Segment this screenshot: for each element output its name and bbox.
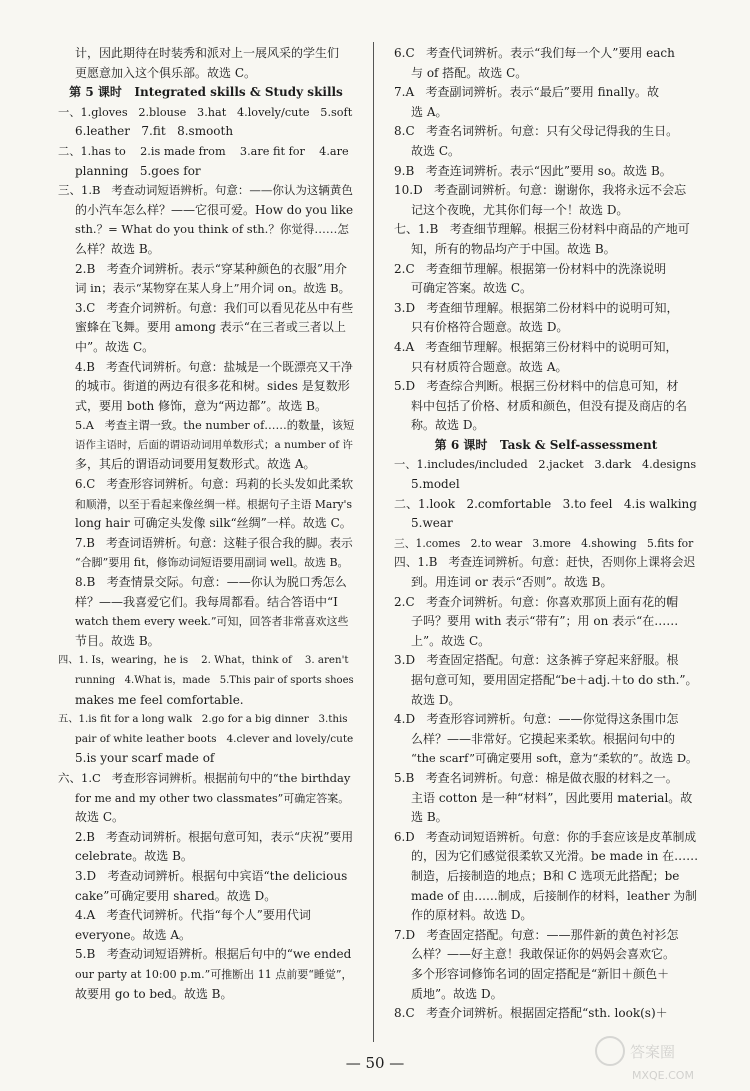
text-line: celebrate。故选 B。: [75, 849, 193, 864]
text-line: 料中包括了价格、材质和颜色，但没有提及商店的名: [411, 398, 688, 413]
watermark-line1: 答案圈: [630, 1043, 676, 1061]
text-line: 三、1.comes 2.to wear 3.more 4.showing 5.fits for: [394, 536, 694, 550]
text-line: pair of white leather boots 4.clever and lovely/cute: [75, 732, 354, 745]
text-line: 知，所有的物品均产于中国。故选 B。: [411, 241, 616, 256]
text-line: 制造，后接制造的地点；B和 C 选项无此搭配；be: [411, 868, 680, 883]
text-line: 故选 D。: [411, 692, 461, 707]
text-line: 5.B 考查动词短语辨析。根据后句中的“we ended: [75, 947, 352, 962]
text-line: 3.D 考查固定搭配。句意：这条裤子穿起来舒服。根: [394, 653, 679, 668]
text-line: watch them every week.”可知，回答者非常喜欢这些: [75, 615, 349, 629]
text-line: 词 in；表示“某物穿在某人身上”用介词 on。故选 B。: [75, 281, 351, 296]
text-line: 4.A 考查代词辨析。代指“每个人”要用代词: [75, 908, 311, 923]
text-line: everyone。故选 A。: [75, 927, 192, 942]
text-line: 6.D 考查动词短语辨析。句意：你的手套应该是皮革制成: [394, 829, 697, 844]
text-line: 只有材质符合题意。故选 A。: [411, 359, 568, 374]
text-line: running 4.What is，made 5.This pair of sports shoes: [75, 675, 354, 686]
section-heading: 第 5 课时 Integrated skills & Study skills: [69, 85, 343, 100]
text-line: 4.D 考查形容词辨析。句意：——你觉得这条围巾怎: [394, 712, 679, 727]
text-line: “合脚”要用 fit，修饰动词短语要用副词 well。故选 B。: [75, 556, 349, 570]
text-line: 5.model: [411, 477, 460, 492]
text-line: 7.A 考查副词辨析。表示“最后”要用 finally。故: [394, 85, 659, 100]
text-line: 与 of 搭配。故选 C。: [411, 65, 528, 80]
text-line: 6.C 考查形容词辨析。句意：玛莉的长头发如此柔软: [75, 477, 354, 492]
text-line: sth.？= What do you think of sth.？你觉得……怎: [75, 222, 349, 237]
text-line: 和顺滑，以至于看起来像丝绸一样。根据句子主语 Mary's: [75, 497, 353, 511]
text-line: 3.D 考查细节理解。根据第二份材料中的说明可知，: [394, 300, 679, 315]
text-line: 么样？故选 B。: [75, 241, 160, 256]
text-line: 5.A 考查主谓一致。the number of……的数量，该短: [75, 419, 354, 433]
text-line: 一、1.includes/included 2.jacket 3.dark 4.designs: [394, 458, 697, 472]
text-line: 5.D 考查综合判断。根据三份材料中的信息可知，材: [394, 379, 679, 394]
text-line: 8.C 考查名词辨析。句意：只有父母记得我的生日。: [394, 124, 679, 139]
text-line: 一、1.gloves 2.blouse 3.hat 4.lovely/cute 5.soft: [58, 105, 353, 119]
text-line: 选 B。: [411, 810, 448, 825]
text-line: 的，因为它们感觉很柔软又光滑。be made in 在……: [411, 849, 698, 864]
section-heading: 第 6 课时 Task & Self-assessment: [434, 437, 658, 452]
watermark-line2: MXQE.COM: [632, 1069, 694, 1082]
text-line: 二、1.has to 2.is made from 3.are fit for 4.are: [58, 144, 349, 158]
text-line: 七、1.B 考查细节理解。根据三份材料中商品的产地可: [394, 222, 690, 237]
text-line: 选 A。: [411, 104, 448, 119]
text-line: 5.B 考查名词辨析。句意：棉是做衣服的材料之一。: [394, 770, 678, 785]
text-line: 4.B 考查代词辨析。句意：盐城是一个既漂亮又干净: [75, 359, 353, 374]
text-line: 多个形容词修饰名词的固定搭配是“新旧＋颜色＋: [411, 966, 670, 981]
text-line: 节目。故选 B。: [75, 633, 160, 648]
text-line: 的小汽车怎么样？——它很可爱。How do you like: [75, 202, 354, 217]
text-line: 10.D 考查副词辨析。句意：谢谢你，我将永远不会忘: [394, 183, 687, 198]
text-line: 五、1.is fit for a long walk 2.go for a big dinner 3.this: [58, 713, 348, 726]
text-line: made of 由……制成，后接制作的材料，leather 为制: [411, 888, 697, 903]
text-line: 故要用 go to bed。故选 B。: [75, 986, 233, 1001]
text-line: 5.is your scarf made of: [75, 751, 215, 766]
text-line: 更愿意加入这个俱乐部。故选 C。: [75, 65, 256, 80]
text-line: 四、1.B 考查连词辨析。句意：赶快，否则你上课将会迟: [394, 555, 696, 570]
text-line: 7.D 考查固定搭配。句意：——那件新的黄色衬衫怎: [394, 927, 679, 942]
text-line: 六、1.C 考查形容词辨析。根据前句中的“the birthday: [58, 770, 351, 785]
text-line: 计，因此期待在时装秀和派对上一展风采的学生们: [75, 46, 340, 60]
text-line: 5.wear: [411, 516, 453, 531]
column-divider: [373, 42, 374, 1042]
text-line: 质地”。故选 D。: [411, 986, 503, 1001]
text-line: 三、1.B 考查动词短语辨析。句意：——你认为这辆黄色: [58, 183, 353, 198]
text-line: 二、1.look 2.comfortable 3.to feel 4.is walking: [394, 496, 697, 511]
text-line: 8.C 考查介词辨析。根据固定搭配“sth. look(s)＋: [394, 1006, 668, 1021]
text-line: cake”可确定要用 shared。故选 D。: [75, 888, 277, 903]
text-line: 上”。故选 C。: [411, 633, 491, 648]
text-line: 的城市。街道的两边有很多花和树。sides 是复数形: [75, 379, 350, 394]
text-line: 主语 cotton 是一种“材料”，因此要用 material。故: [411, 790, 693, 805]
text-line: 3.D 考查动词辨析。根据句中宾语“the delicious: [75, 868, 348, 883]
text-line: 四、1. Is，wearing，he is 2. What，think of 3. aren't: [58, 654, 349, 667]
text-line: 到。用连词 or 表示“否则”。故选 B。: [411, 575, 613, 590]
text-line: 6.leather 7.fit 8.smooth: [75, 124, 234, 139]
text-line: 子吗？要用 with 表示“带有”；用 on 表示“在……: [411, 614, 679, 629]
text-line: 9.B 考查连词辨析。表示“因此”要用 so。故选 B。: [394, 163, 672, 178]
text-line: 4.A 考查细节理解。根据第三份材料中的说明可知，: [394, 339, 678, 354]
text-line: 么样？——好主意！我敢保证你的妈妈会喜欢它。: [411, 947, 676, 962]
text-line: 称。故选 D。: [411, 418, 485, 433]
text-line: 作的原材料。故选 D。: [411, 908, 533, 923]
text-line: 可确定答案。故选 C。: [411, 281, 532, 296]
text-line: 蜜蜂在飞舞。要用 among 表示“在三者或三者以上: [75, 320, 346, 335]
text-line: planning 5.goes for: [75, 163, 201, 178]
text-line: for me and my other two classmates”可确定答案。: [75, 791, 350, 805]
text-line: 样？——我喜爱它们。我每周都看。结合答语中“I: [75, 594, 338, 609]
text-line: 只有价格符合题意。故选 D。: [411, 320, 569, 335]
text-line: 6.C 考查代词辨析。表示“我们每一个人”要用 each: [394, 46, 675, 60]
text-line: 7.B 考查词语辨析。句意：这鞋子很合我的脚。表示: [75, 535, 353, 550]
text-line: 据句意可知，要用固定搭配“be＋adj.＋to do sth.”。: [411, 673, 698, 687]
text-line: 8.B 考查情景交际。句意：——你认为脱口秀怎么: [75, 575, 347, 590]
text-line: long hair 可确定头发像 silk“丝绸”一样。故选 C。: [75, 516, 352, 531]
left-column: [58, 44, 354, 1004]
text-line: 2.B 考查动词辨析。根据句意可知，表示“庆祝”要用: [75, 829, 354, 844]
text-line: 2.C 考查介词辨析。句意：你喜欢那顶上面有花的帽: [394, 594, 679, 609]
page-number: — 50 —: [345, 1054, 405, 1072]
text-line: 式，要用 both 修饰，意为“两边都”。故选 B。: [75, 398, 327, 413]
text-line: makes me feel comfortable.: [75, 692, 244, 707]
text-line: 多，其后的谓语动词要用复数形式。故选 A。: [75, 457, 316, 472]
text-line: “the scarf”可确定要用 soft，意为“柔软的”。故选 D。: [411, 751, 698, 766]
text-line: 3.C 考查介词辨析。句意：我们可以看见花丛中有些: [75, 300, 354, 315]
text-line: 中”。故选 C。: [75, 339, 155, 354]
text-line: 语作主语时，后面的谓语动词用单数形式；a number of 许: [75, 438, 353, 451]
text-line: 2.C 考查细节理解。根据第一份材料中的洗涤说明: [394, 261, 667, 276]
text-line: 2.B 考查介词辨析。表示“穿某种颜色的衣服”用介: [75, 261, 347, 276]
text-line: 故选 C。: [75, 810, 124, 825]
right-column: [394, 44, 698, 1024]
watermark-logo: [592, 1027, 742, 1087]
text-line: our party at 10:00 p.m.”可推断出 11 点前要“睡觉”，: [75, 967, 353, 981]
text-line: 记这个夜晚，尤其你们每一个！故选 D。: [411, 202, 629, 217]
text-line: 故选 C。: [411, 143, 460, 158]
text-line: 么样？——非常好。它摸起来柔软。根据问句中的: [411, 731, 676, 746]
